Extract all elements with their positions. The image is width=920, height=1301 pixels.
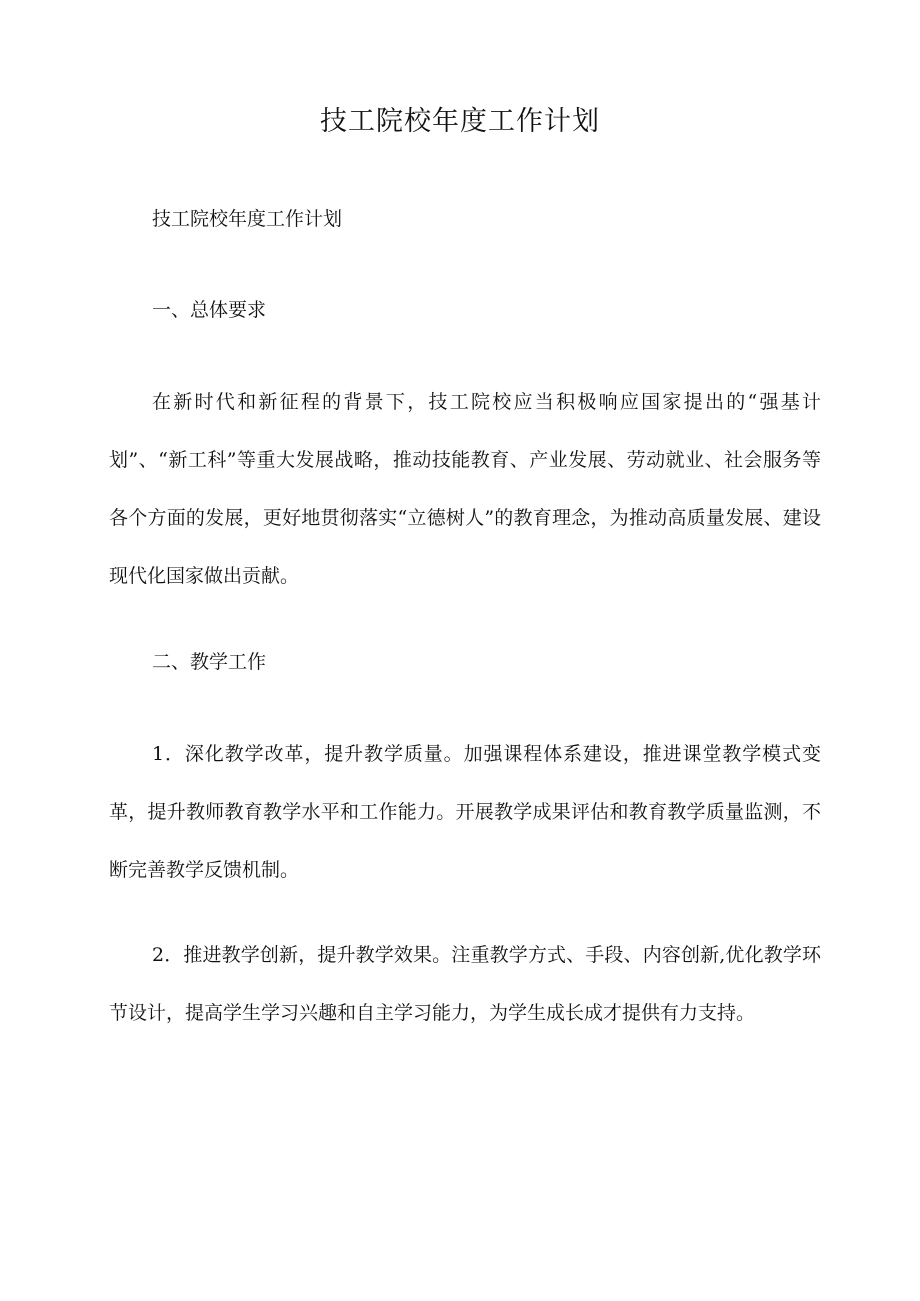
document-title: 技工院校年度工作计划	[320, 106, 600, 137]
document-subtitle: 技工院校年度工作计划	[152, 208, 343, 230]
paragraph-general-requirements: 在新时代和新征程的背景下，技工院校应当积极响应国家提出的“强基计划”、“新工科”等重大发展战略，推动技能教育、产业发展、劳动就业、社会服务等各个方面的发展，更好地贯彻落实“立德树人”的教育理念，为推动高质量发展、建设现代化国家做出贡献。	[109, 391, 821, 587]
section-heading-teaching-work: 二、教学工作	[152, 651, 267, 673]
section-heading-general-requirements: 一、总体要求	[152, 299, 267, 321]
paragraph-teaching-reform: 1．深化教学改革，提升教学质量。加强课程体系建设，推进课堂教学模式变革，提升教师教育教学水平和工作能力。开展教学成果评估和教育教学质量监测，不断完善教学反馈机制。	[109, 743, 821, 881]
paragraph-teaching-innovation: 2．推进教学创新，提升教学效果。注重教学方式、手段、内容创新,优化教学环节设计，提高学生学习兴趣和自主学习能力，为学生成长成才提供有力支持。	[109, 944, 821, 1024]
